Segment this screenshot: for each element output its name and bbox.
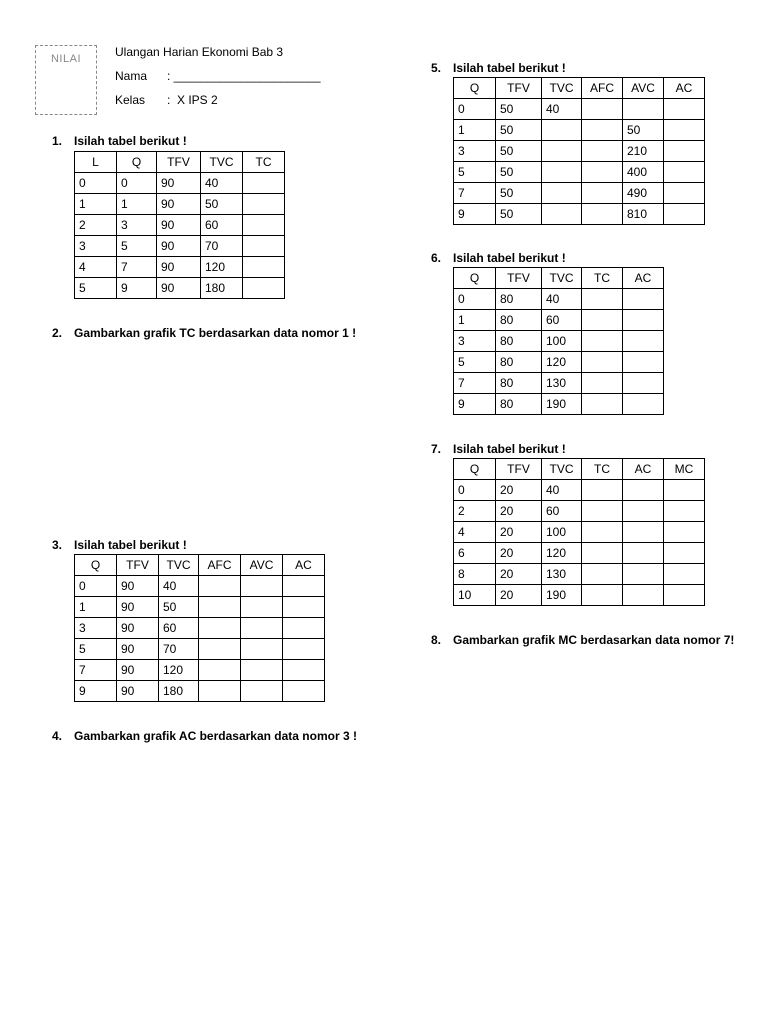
table-cell: 40 — [159, 576, 199, 597]
table-cell: 50 — [496, 99, 542, 120]
table-cell — [542, 183, 582, 204]
table-cell — [241, 639, 283, 660]
table-cell: 100 — [542, 331, 582, 352]
table-cell: 5 — [75, 278, 117, 299]
column-header: L — [75, 152, 117, 173]
table-row — [75, 618, 325, 639]
table-row — [454, 564, 705, 585]
table-cell: 0 — [454, 289, 496, 310]
table-cell — [582, 543, 623, 564]
table-row — [454, 394, 664, 415]
table-row — [75, 194, 285, 215]
name-field: : ______________________ — [167, 69, 321, 83]
table-cell: 0 — [454, 99, 496, 120]
question-8-number: 8. — [431, 633, 442, 647]
question-1-number: 1. — [52, 134, 63, 148]
column-header: Q — [454, 78, 496, 99]
column-header: AC — [283, 555, 325, 576]
table-cell — [241, 618, 283, 639]
table-row — [454, 522, 705, 543]
column-header: AC — [623, 268, 664, 289]
question-1-text: Isilah tabel berikut ! — [74, 134, 187, 148]
table-cell — [582, 394, 623, 415]
column-header: TFV — [496, 459, 542, 480]
question-3-table — [74, 554, 325, 702]
table-cell: 0 — [75, 173, 117, 194]
table-cell: 0 — [454, 480, 496, 501]
table-cell — [582, 331, 623, 352]
table-cell: 130 — [542, 373, 582, 394]
table-cell — [241, 681, 283, 702]
table-cell: 4 — [75, 257, 117, 278]
column-header: AVC — [241, 555, 283, 576]
table-cell: 5 — [454, 162, 496, 183]
column-header: AVC — [623, 78, 664, 99]
table-cell: 20 — [496, 564, 542, 585]
table-cell: 120 — [542, 543, 582, 564]
table-cell: 50 — [159, 597, 199, 618]
table-cell: 50 — [496, 141, 542, 162]
table-row — [454, 543, 705, 564]
table-cell: 40 — [542, 289, 582, 310]
table-row — [75, 639, 325, 660]
table-cell — [243, 257, 285, 278]
table-cell: 90 — [157, 173, 201, 194]
table-cell — [623, 373, 664, 394]
table-cell — [199, 618, 241, 639]
table-cell — [623, 543, 664, 564]
table-row — [75, 597, 325, 618]
table-cell — [664, 480, 705, 501]
table-cell: 60 — [159, 618, 199, 639]
column-header: TVC — [159, 555, 199, 576]
table-cell — [199, 576, 241, 597]
table-row — [75, 576, 325, 597]
column-header: TFV — [496, 78, 542, 99]
table-cell: 60 — [542, 310, 582, 331]
table-cell — [582, 480, 623, 501]
question-8-text: Gambarkan grafik MC berdasarkan data nomor 7! — [453, 633, 735, 647]
table-cell — [623, 522, 664, 543]
table-cell — [623, 331, 664, 352]
table-row — [454, 162, 705, 183]
table-cell: 490 — [623, 183, 664, 204]
table-cell: 40 — [201, 173, 243, 194]
table-cell — [283, 597, 325, 618]
column-header: Q — [75, 555, 117, 576]
table-cell: 80 — [496, 289, 542, 310]
question-6-table — [453, 267, 664, 415]
table-cell — [582, 585, 623, 606]
table-row — [454, 480, 705, 501]
table-cell — [243, 194, 285, 215]
table-cell — [623, 394, 664, 415]
table-cell — [582, 162, 623, 183]
table-cell — [283, 681, 325, 702]
table-row — [75, 257, 285, 278]
table-cell: 8 — [454, 564, 496, 585]
question-5-number: 5. — [431, 61, 442, 75]
table-cell: 90 — [157, 215, 201, 236]
table-cell: 210 — [623, 141, 664, 162]
table-cell — [623, 564, 664, 585]
table-cell: 80 — [496, 373, 542, 394]
table-cell — [283, 660, 325, 681]
table-cell: 1 — [117, 194, 157, 215]
column-header: Q — [117, 152, 157, 173]
table-cell: 7 — [454, 183, 496, 204]
table-cell: 5 — [117, 236, 157, 257]
table-cell — [199, 660, 241, 681]
column-header: TFV — [157, 152, 201, 173]
table-cell: 9 — [117, 278, 157, 299]
table-cell: 3 — [454, 141, 496, 162]
question-2-number: 2. — [52, 326, 63, 340]
table-cell — [623, 352, 664, 373]
table-cell — [664, 543, 705, 564]
class-label: Kelas — [115, 93, 146, 107]
table-cell — [623, 99, 664, 120]
column-header: TVC — [201, 152, 243, 173]
question-1-table — [74, 151, 285, 299]
score-label: NILAI — [50, 53, 81, 65]
table-cell: 3 — [454, 331, 496, 352]
table-cell: 20 — [496, 522, 542, 543]
table-cell: 5 — [454, 352, 496, 373]
table-cell — [664, 564, 705, 585]
table-cell: 180 — [201, 278, 243, 299]
table-row — [454, 99, 705, 120]
question-6-text: Isilah tabel berikut ! — [453, 251, 566, 265]
table-cell — [664, 162, 705, 183]
table-cell — [243, 278, 285, 299]
table-cell: 90 — [157, 236, 201, 257]
table-cell — [582, 501, 623, 522]
table-cell — [542, 162, 582, 183]
table-cell: 70 — [159, 639, 199, 660]
table-cell — [664, 585, 705, 606]
table-cell: 190 — [542, 394, 582, 415]
table-cell: 50 — [496, 162, 542, 183]
column-header: TVC — [542, 268, 582, 289]
column-header: TC — [582, 459, 623, 480]
table-cell: 80 — [496, 331, 542, 352]
table-cell: 4 — [454, 522, 496, 543]
table-cell: 20 — [496, 480, 542, 501]
column-header: Q — [454, 459, 496, 480]
table-cell: 0 — [117, 173, 157, 194]
column-header: TFV — [117, 555, 159, 576]
table-cell: 9 — [75, 681, 117, 702]
question-3-number: 3. — [52, 538, 63, 552]
table-cell: 3 — [117, 215, 157, 236]
question-5-table — [453, 77, 705, 225]
table-cell — [664, 183, 705, 204]
table-cell: 50 — [201, 194, 243, 215]
table-row — [454, 310, 664, 331]
column-header: TVC — [542, 78, 582, 99]
table-cell: 40 — [542, 99, 582, 120]
table-cell: 9 — [454, 394, 496, 415]
table-cell: 190 — [542, 585, 582, 606]
question-4-number: 4. — [52, 729, 63, 743]
table-cell — [199, 639, 241, 660]
question-5-text: Isilah tabel berikut ! — [453, 61, 566, 75]
table-cell — [582, 289, 623, 310]
table-cell: 2 — [75, 215, 117, 236]
table-cell: 5 — [75, 639, 117, 660]
table-cell — [664, 522, 705, 543]
table-cell: 70 — [201, 236, 243, 257]
table-cell: 7 — [454, 373, 496, 394]
table-cell — [542, 141, 582, 162]
table-cell: 90 — [117, 597, 159, 618]
table-cell — [582, 141, 623, 162]
table-cell: 120 — [159, 660, 199, 681]
table-cell: 1 — [75, 194, 117, 215]
table-cell: 90 — [117, 618, 159, 639]
table-cell — [664, 204, 705, 225]
table-cell — [664, 120, 705, 141]
table-cell: 7 — [75, 660, 117, 681]
table-cell: 1 — [454, 310, 496, 331]
table-row — [454, 352, 664, 373]
table-cell: 120 — [201, 257, 243, 278]
column-header: AFC — [582, 78, 623, 99]
table-row — [75, 681, 325, 702]
column-header: AC — [664, 78, 705, 99]
table-row — [75, 215, 285, 236]
table-cell — [582, 522, 623, 543]
table-cell: 1 — [454, 120, 496, 141]
table-cell: 10 — [454, 585, 496, 606]
table-cell — [582, 373, 623, 394]
table-cell — [542, 204, 582, 225]
table-cell — [241, 597, 283, 618]
table-cell: 90 — [117, 576, 159, 597]
table-row — [75, 660, 325, 681]
table-cell: 810 — [623, 204, 664, 225]
table-cell: 50 — [496, 183, 542, 204]
table-cell — [582, 352, 623, 373]
table-header-row — [454, 78, 705, 99]
table-cell: 90 — [117, 681, 159, 702]
table-cell — [243, 173, 285, 194]
column-header: MC — [664, 459, 705, 480]
table-cell: 7 — [117, 257, 157, 278]
table-header-row — [454, 459, 705, 480]
table-cell: 130 — [542, 564, 582, 585]
table-cell — [664, 501, 705, 522]
table-cell — [582, 564, 623, 585]
table-cell: 80 — [496, 394, 542, 415]
question-6-number: 6. — [431, 251, 442, 265]
table-cell — [243, 215, 285, 236]
column-header: TFV — [496, 268, 542, 289]
table-row — [454, 204, 705, 225]
table-cell: 120 — [542, 352, 582, 373]
column-header: AC — [623, 459, 664, 480]
table-cell: 100 — [542, 522, 582, 543]
table-row — [75, 278, 285, 299]
table-cell: 60 — [201, 215, 243, 236]
question-4-text: Gambarkan grafik AC berdasarkan data nomor 3 ! — [74, 729, 357, 743]
column-header: AFC — [199, 555, 241, 576]
table-header-row — [454, 268, 664, 289]
table-cell — [664, 141, 705, 162]
table-cell: 20 — [496, 501, 542, 522]
table-cell — [243, 236, 285, 257]
table-row — [75, 173, 285, 194]
class-value: : X IPS 2 — [167, 93, 218, 107]
table-cell — [623, 289, 664, 310]
table-row — [454, 501, 705, 522]
table-cell: 2 — [454, 501, 496, 522]
table-cell — [582, 204, 623, 225]
table-cell: 3 — [75, 236, 117, 257]
table-cell: 180 — [159, 681, 199, 702]
table-row — [454, 373, 664, 394]
table-cell: 60 — [542, 501, 582, 522]
table-row — [454, 120, 705, 141]
table-row — [454, 141, 705, 162]
table-cell: 1 — [75, 597, 117, 618]
table-row — [454, 585, 705, 606]
table-cell — [542, 120, 582, 141]
table-cell: 50 — [496, 120, 542, 141]
table-cell — [199, 681, 241, 702]
table-cell — [582, 120, 623, 141]
table-cell — [582, 310, 623, 331]
table-cell: 20 — [496, 585, 542, 606]
exam-title: Ulangan Harian Ekonomi Bab 3 — [115, 45, 284, 59]
table-cell — [623, 501, 664, 522]
table-cell — [582, 99, 623, 120]
table-cell — [241, 660, 283, 681]
table-cell — [241, 576, 283, 597]
name-label: Nama — [115, 69, 148, 83]
column-header: TVC — [542, 459, 582, 480]
table-cell — [664, 99, 705, 120]
table-row — [75, 236, 285, 257]
table-cell: 9 — [454, 204, 496, 225]
table-cell — [283, 639, 325, 660]
table-row — [454, 289, 664, 310]
table-cell — [582, 183, 623, 204]
table-cell: 0 — [75, 576, 117, 597]
table-cell: 80 — [496, 310, 542, 331]
table-cell: 90 — [117, 660, 159, 681]
score-box — [35, 45, 97, 115]
table-cell: 6 — [454, 543, 496, 564]
table-cell — [283, 576, 325, 597]
table-cell: 80 — [496, 352, 542, 373]
table-cell: 400 — [623, 162, 664, 183]
question-3-text: Isilah tabel berikut ! — [74, 538, 187, 552]
table-cell: 90 — [157, 278, 201, 299]
table-cell: 40 — [542, 480, 582, 501]
table-cell — [623, 480, 664, 501]
table-row — [454, 331, 664, 352]
table-cell: 90 — [157, 194, 201, 215]
table-header-row — [75, 152, 285, 173]
table-cell — [199, 597, 241, 618]
question-7-number: 7. — [431, 442, 442, 456]
table-header-row — [75, 555, 325, 576]
table-cell — [623, 310, 664, 331]
question-2-text: Gambarkan grafik TC berdasarkan data nomor 1 ! — [74, 326, 357, 340]
table-cell: 90 — [157, 257, 201, 278]
table-cell: 50 — [623, 120, 664, 141]
column-header: Q — [454, 268, 496, 289]
table-cell: 3 — [75, 618, 117, 639]
table-cell: 20 — [496, 543, 542, 564]
question-7-table — [453, 458, 705, 606]
table-cell: 90 — [117, 639, 159, 660]
table-row — [454, 183, 705, 204]
column-header: TC — [243, 152, 285, 173]
column-header: TC — [582, 268, 623, 289]
table-cell — [623, 585, 664, 606]
question-7-text: Isilah tabel berikut ! — [453, 442, 566, 456]
table-cell — [283, 618, 325, 639]
table-cell: 50 — [496, 204, 542, 225]
